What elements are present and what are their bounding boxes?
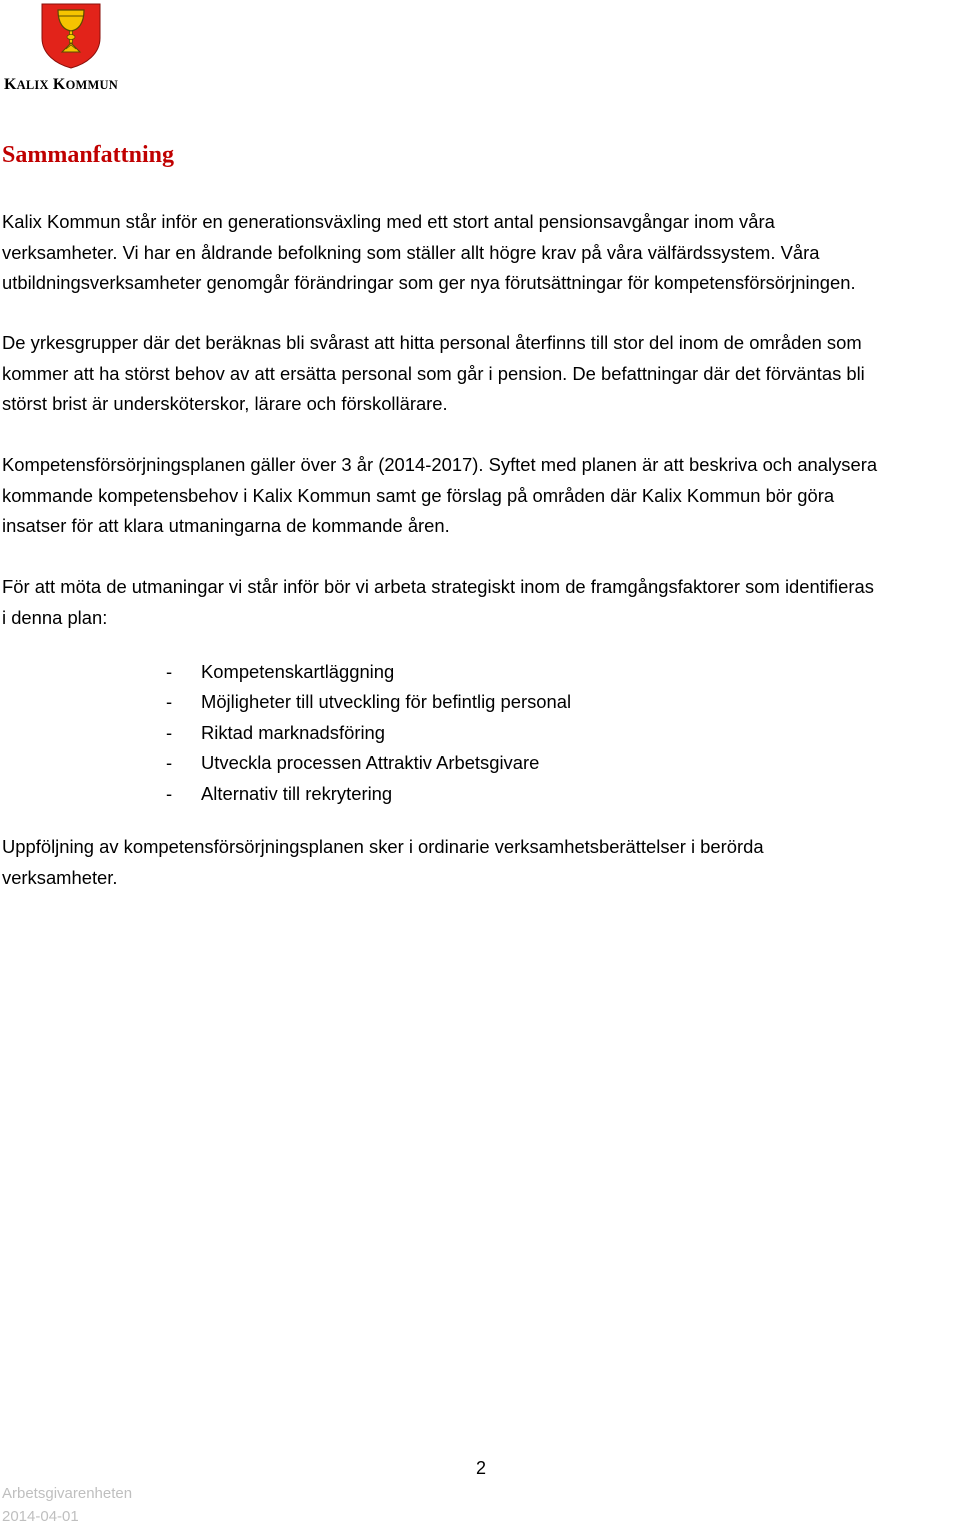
list-dash: - bbox=[166, 752, 173, 774]
list-item bbox=[166, 718, 571, 748]
list-item-text: Alternativ till rekrytering bbox=[201, 782, 393, 804]
list-dash: - bbox=[166, 691, 173, 713]
paragraph-line: Uppföljning av kompetensförsörjningsplanen sker i ordinarie verksamhetsberättelser i berörda bbox=[2, 836, 764, 857]
list-dash: - bbox=[166, 661, 173, 682]
list-item-text: Utveckla processen Attraktiv Arbetsgivare bbox=[201, 752, 540, 774]
summary-paragraph-3 bbox=[2, 450, 877, 542]
list-dash: - bbox=[166, 721, 173, 743]
list-item bbox=[166, 779, 571, 809]
kalix-kommun-logo bbox=[0, 0, 150, 96]
list-item bbox=[166, 687, 571, 717]
list-item bbox=[166, 748, 571, 778]
list-item-text: Kompetenskartläggning bbox=[201, 661, 395, 682]
list-item-text: Riktad marknadsföring bbox=[201, 721, 385, 743]
org-name-initial-1: K bbox=[4, 76, 17, 93]
summary-paragraph-1 bbox=[2, 207, 856, 299]
paragraph-line: utbildningsverksamheter genomgår förändringar som ger nya förutsättningar för kompetensförsörjningen. bbox=[2, 272, 856, 293]
org-name-initial-2: K bbox=[52, 76, 66, 93]
coat-of-arms-icon bbox=[40, 2, 102, 70]
success-factors-list bbox=[166, 657, 571, 809]
paragraph-line: Kalix Kommun står inför en generationsväxling med ett stort antal pensionsavgångar inom våra bbox=[2, 211, 775, 232]
paragraph-line: störst brist är undersköterskor, lärare och förskollärare. bbox=[2, 393, 448, 414]
summary-paragraph-4 bbox=[2, 572, 874, 633]
footer-date: 2014-04-01 bbox=[2, 1508, 79, 1525]
paragraph-line: De yrkesgrupper där det beräknas bli svårast att hitta personal återfinns till stor del inom de områden som bbox=[2, 332, 862, 353]
paragraph-line: kommer att ha störst behov av att ersätta personal som går i pension. De befattningar där det förväntas bli bbox=[2, 362, 865, 384]
summary-paragraph-2 bbox=[2, 328, 865, 420]
paragraph-line: För att möta de utmaningar vi står inför bör vi arbeta strategiskt inom de framgångsfaktorer som identifieras bbox=[2, 576, 874, 597]
org-name-rest-1: ALIX bbox=[16, 78, 49, 92]
list-item bbox=[166, 657, 571, 687]
footer-department: Arbetsgivarenheten bbox=[2, 1485, 133, 1502]
org-name-rest-2: OMMUN bbox=[65, 78, 118, 92]
document-title: Sammanfattning bbox=[2, 142, 175, 168]
organization-name bbox=[4, 76, 118, 94]
summary-paragraph-5 bbox=[2, 832, 764, 893]
list-dash: - bbox=[166, 782, 173, 804]
page-footer bbox=[2, 1482, 132, 1528]
page-number: 2 bbox=[476, 1458, 487, 1478]
list-item-text: Möjligheter till utveckling för befintlig personal bbox=[201, 691, 572, 713]
paragraph-line: Kompetensförsörjningsplanen gäller över 3 år (2014-2017). Syftet med planen är att beskriva och analysera bbox=[2, 454, 878, 475]
paragraph-line: i denna plan: bbox=[2, 606, 108, 628]
paragraph-line: insatser för att klara utmaningarna de kommande åren. bbox=[2, 515, 450, 536]
paragraph-line: verksamheter. Vi har en åldrande befolkning som ställer allt högre krav på våra välfärdssystem. Våra bbox=[2, 241, 820, 263]
paragraph-line: kommande kompetensbehov i Kalix Kommun samt ge förslag på områden där Kalix Kommun bör göra bbox=[2, 484, 835, 506]
chalice-knot bbox=[67, 35, 75, 40]
paragraph-line: verksamheter. bbox=[2, 866, 118, 888]
